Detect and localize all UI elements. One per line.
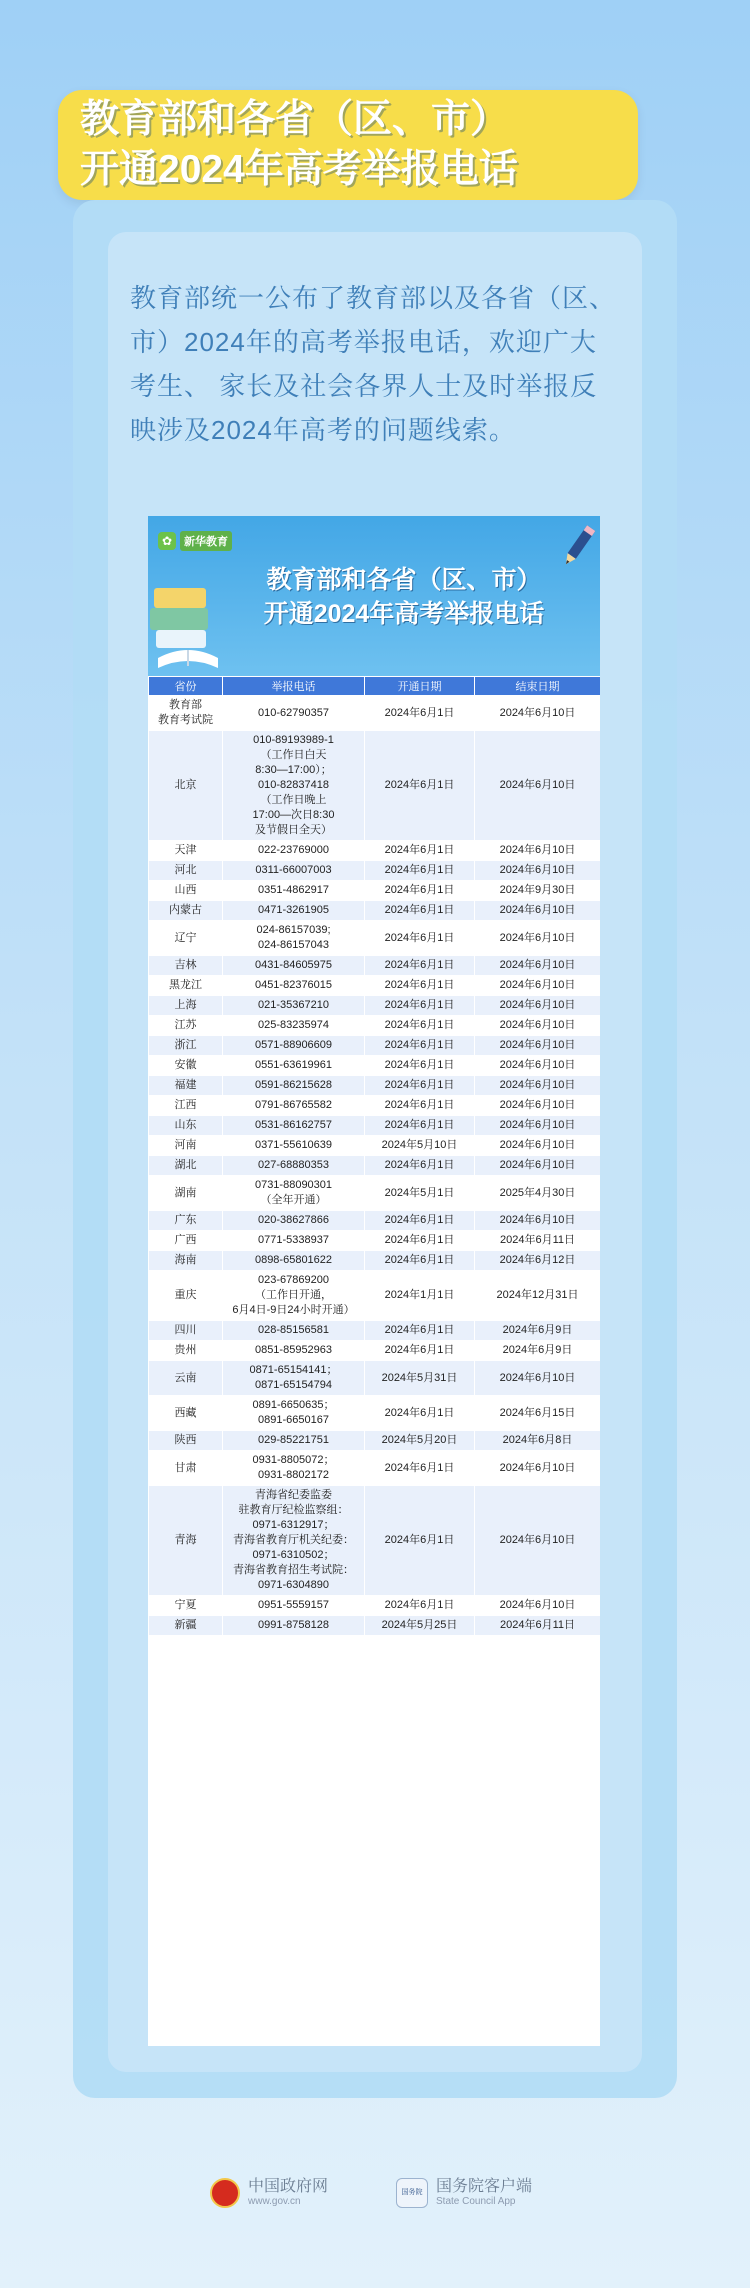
cell-phone: 010-62790357 [223, 696, 365, 731]
table-row [149, 976, 601, 996]
cell-province: 教育部 教育考试院 [149, 696, 223, 731]
hotline-table [148, 676, 600, 1636]
cell-phone: 0551-63619961 [223, 1056, 365, 1076]
cell-end-date: 2024年6月10日 [475, 1361, 601, 1396]
cell-end-date: 2024年6月12日 [475, 1251, 601, 1271]
cell-end-date: 2024年6月10日 [475, 1056, 601, 1076]
gov-site-url: www.gov.cn [248, 2196, 301, 2207]
cell-end-date: 2024年6月10日 [475, 1076, 601, 1096]
table-row [149, 921, 601, 956]
cell-phone: 0898-65801622 [223, 1251, 365, 1271]
table-row [149, 1596, 601, 1616]
cell-start-date: 2024年6月1日 [365, 1596, 475, 1616]
cell-phone: 020-38627866 [223, 1211, 365, 1231]
hotline-table-card [148, 516, 600, 2046]
cell-phone: 0431-84605975 [223, 956, 365, 976]
table-row [149, 1036, 601, 1056]
card-title-line-2: 开通2024年高考举报电话 [263, 600, 545, 628]
table-body [149, 696, 601, 1636]
table-row [149, 1211, 601, 1231]
cell-province: 河南 [149, 1136, 223, 1156]
table-row [149, 1341, 601, 1361]
cell-end-date: 2024年6月15日 [475, 1396, 601, 1431]
footer [0, 2178, 750, 2218]
cell-province: 云南 [149, 1361, 223, 1396]
cell-start-date: 2024年6月1日 [365, 1451, 475, 1486]
header-start-date: 开通日期 [365, 677, 475, 696]
cell-start-date: 2024年6月1日 [365, 1486, 475, 1596]
cell-start-date: 2024年6月1日 [365, 1116, 475, 1136]
cell-end-date: 2024年6月10日 [475, 696, 601, 731]
table-row [149, 1136, 601, 1156]
cell-start-date: 2024年6月1日 [365, 696, 475, 731]
cell-phone: 0791-86765582 [223, 1096, 365, 1116]
cell-province: 江苏 [149, 1016, 223, 1036]
table-card-header [148, 516, 600, 676]
cell-phone: 0471-3261905 [223, 901, 365, 921]
app-name: 国务院客户端 [436, 2178, 533, 2195]
header-end-date: 结束日期 [475, 677, 601, 696]
cell-phone: 0891-6650635； 0891-6650167 [223, 1396, 365, 1431]
cell-phone: 0311-66007003 [223, 861, 365, 881]
cell-end-date: 2024年6月8日 [475, 1431, 601, 1451]
cell-province: 甘肃 [149, 1451, 223, 1486]
cell-start-date: 2024年6月1日 [365, 841, 475, 861]
cell-start-date: 2024年6月1日 [365, 976, 475, 996]
books-icon [148, 580, 228, 672]
table-row [149, 1156, 601, 1176]
cell-province: 重庆 [149, 1271, 223, 1321]
app-subtitle: State Council App [436, 2196, 516, 2207]
cell-province: 湖北 [149, 1156, 223, 1176]
cell-phone: 025-83235974 [223, 1016, 365, 1036]
cell-phone: 0871-65154141； 0871-65154794 [223, 1361, 365, 1396]
cell-province: 上海 [149, 996, 223, 1016]
cell-start-date: 2024年6月1日 [365, 1341, 475, 1361]
cell-end-date: 2024年6月10日 [475, 921, 601, 956]
cell-end-date: 2024年6月10日 [475, 1211, 601, 1231]
national-emblem-icon [210, 2178, 240, 2208]
cell-start-date: 2024年5月1日 [365, 1176, 475, 1211]
cell-end-date: 2024年6月10日 [475, 1036, 601, 1056]
card-title-line-1: 教育部和各省（区、市） [266, 566, 542, 594]
table-row [149, 1056, 601, 1076]
table-row [149, 1616, 601, 1636]
cell-province: 浙江 [149, 1036, 223, 1056]
cell-phone: 029-85221751 [223, 1431, 365, 1451]
header-phone: 举报电话 [223, 677, 365, 696]
table-row [149, 1396, 601, 1431]
cell-province: 福建 [149, 1076, 223, 1096]
cell-phone: 0371-55610639 [223, 1136, 365, 1156]
cell-phone: 0531-86162757 [223, 1116, 365, 1136]
cell-start-date: 2024年6月1日 [365, 1211, 475, 1231]
table-row [149, 1451, 601, 1486]
cell-province: 山西 [149, 881, 223, 901]
cell-phone: 0351-4862917 [223, 881, 365, 901]
cell-start-date: 2024年1月1日 [365, 1271, 475, 1321]
cell-phone: 0731-88090301 （全年开通） [223, 1176, 365, 1211]
cell-phone: 0591-86215628 [223, 1076, 365, 1096]
cell-start-date: 2024年6月1日 [365, 1251, 475, 1271]
app-brand [396, 2178, 532, 2208]
cell-province: 湖南 [149, 1176, 223, 1211]
cell-start-date: 2024年5月31日 [365, 1361, 475, 1396]
table-row [149, 696, 601, 731]
cell-start-date: 2024年6月1日 [365, 881, 475, 901]
cell-phone: 010-89193989-1 （工作日白天 8:30—17:00）； 010-82837418 （工作日晚上 17:00—次日8:30 及节假日全天） [223, 731, 365, 841]
banner-title-line-1: 教育部和各省（区、市） [80, 98, 510, 141]
table-row [149, 996, 601, 1016]
table-row [149, 1176, 601, 1211]
cell-province: 四川 [149, 1321, 223, 1341]
cell-province: 海南 [149, 1251, 223, 1271]
title-banner [58, 90, 638, 200]
cell-end-date: 2024年6月11日 [475, 1616, 601, 1636]
cell-phone: 青海省纪委监委 驻教育厅纪检监察组： 0971-6312917； 青海省教育厅机关纪委： 0971-6310502； 青海省教育招生考试院： 0971-6304890 [223, 1486, 365, 1596]
cell-end-date: 2024年6月10日 [475, 976, 601, 996]
table-row [149, 861, 601, 881]
cell-start-date: 2024年6月1日 [365, 1096, 475, 1116]
cell-start-date: 2024年6月1日 [365, 1056, 475, 1076]
cell-start-date: 2024年6月1日 [365, 1231, 475, 1251]
table-row [149, 1016, 601, 1036]
table-row [149, 731, 601, 841]
gov-site-name: 中国政府网 [248, 2178, 329, 2195]
cell-end-date: 2024年6月10日 [475, 1156, 601, 1176]
cell-province: 内蒙古 [149, 901, 223, 921]
cell-province: 天津 [149, 841, 223, 861]
cell-end-date: 2025年4月30日 [475, 1176, 601, 1211]
cell-start-date: 2024年6月1日 [365, 731, 475, 841]
cell-end-date: 2024年6月9日 [475, 1321, 601, 1341]
cell-start-date: 2024年6月1日 [365, 1036, 475, 1056]
header-province: 省份 [149, 677, 223, 696]
table-row [149, 901, 601, 921]
cell-end-date: 2024年6月10日 [475, 1116, 601, 1136]
cell-phone: 0771-5338937 [223, 1231, 365, 1251]
cell-phone: 024-86157039; 024-86157043 [223, 921, 365, 956]
table-row [149, 1231, 601, 1251]
cell-start-date: 2024年6月1日 [365, 956, 475, 976]
cell-phone: 023-67869200 （工作日开通， 6月4日-9日24小时开通） [223, 1271, 365, 1321]
cell-province: 山东 [149, 1116, 223, 1136]
cell-province: 辽宁 [149, 921, 223, 956]
logo-text: 新华教育 [180, 531, 232, 551]
cell-start-date: 2024年6月1日 [365, 1156, 475, 1176]
cell-province: 吉林 [149, 956, 223, 976]
cell-province: 广东 [149, 1211, 223, 1231]
cell-province: 新疆 [149, 1616, 223, 1636]
cell-start-date: 2024年6月1日 [365, 1396, 475, 1431]
table-row [149, 1251, 601, 1271]
table-row [149, 881, 601, 901]
cell-end-date: 2024年6月10日 [475, 1596, 601, 1616]
cell-start-date: 2024年6月1日 [365, 901, 475, 921]
gov-site-brand [210, 2178, 328, 2208]
banner-title-line-2: 开通2024年高考举报电话 [80, 148, 518, 191]
cell-phone: 022-23769000 [223, 841, 365, 861]
cell-phone: 0451-82376015 [223, 976, 365, 996]
cell-province: 江西 [149, 1096, 223, 1116]
cell-phone: 027-68880353 [223, 1156, 365, 1176]
table-row [149, 956, 601, 976]
cell-phone: 0951-5559157 [223, 1596, 365, 1616]
table-row [149, 1361, 601, 1396]
cell-end-date: 2024年6月10日 [475, 841, 601, 861]
cell-phone: 0991-8758128 [223, 1616, 365, 1636]
table-row [149, 1271, 601, 1321]
table-row [149, 1321, 601, 1341]
cell-start-date: 2024年5月20日 [365, 1431, 475, 1451]
table-row [149, 1076, 601, 1096]
cell-phone: 0851-85952963 [223, 1341, 365, 1361]
cell-end-date: 2024年6月10日 [475, 996, 601, 1016]
table-row [149, 1431, 601, 1451]
table-row [149, 841, 601, 861]
cell-province: 陕西 [149, 1431, 223, 1451]
cell-end-date: 2024年6月10日 [475, 1096, 601, 1116]
cell-province: 宁夏 [149, 1596, 223, 1616]
cell-end-date: 2024年6月9日 [475, 1341, 601, 1361]
cell-start-date: 2024年6月1日 [365, 1321, 475, 1341]
table-row [149, 1096, 601, 1116]
cell-start-date: 2024年6月1日 [365, 921, 475, 956]
cell-phone: 0931-8805072； 0931-8802172 [223, 1451, 365, 1486]
cell-province: 西藏 [149, 1396, 223, 1431]
cell-end-date: 2024年6月10日 [475, 901, 601, 921]
cell-end-date: 2024年6月10日 [475, 956, 601, 976]
cell-end-date: 2024年6月11日 [475, 1231, 601, 1251]
cell-phone: 028-85156581 [223, 1321, 365, 1341]
intro-paragraph: 教育部统一公布了教育部以及各省（区、市）2024年的高考举报电话，欢迎广大考生、 家长及社会各界人士及时举报反映涉及2024年高考的问题线索。 [130, 283, 617, 445]
card-logo [158, 530, 232, 552]
cell-end-date: 2024年6月10日 [475, 861, 601, 881]
cell-province: 北京 [149, 731, 223, 841]
cell-province: 黑龙江 [149, 976, 223, 996]
cell-start-date: 2024年6月1日 [365, 861, 475, 881]
cell-start-date: 2024年6月1日 [365, 996, 475, 1016]
cell-end-date: 2024年6月10日 [475, 731, 601, 841]
app-icon: 国务院 [396, 2178, 428, 2208]
cell-province: 广西 [149, 1231, 223, 1251]
cell-end-date: 2024年6月10日 [475, 1016, 601, 1036]
cell-start-date: 2024年6月1日 [365, 1076, 475, 1096]
cell-end-date: 2024年12月31日 [475, 1271, 601, 1321]
table-header-row [149, 677, 601, 696]
cell-province: 安徽 [149, 1056, 223, 1076]
cell-phone: 0571-88906609 [223, 1036, 365, 1056]
cell-province: 河北 [149, 861, 223, 881]
cell-province: 青海 [149, 1486, 223, 1596]
table-row [149, 1486, 601, 1596]
cell-phone: 021-35367210 [223, 996, 365, 1016]
cell-end-date: 2024年9月30日 [475, 881, 601, 901]
table-row [149, 1116, 601, 1136]
cell-end-date: 2024年6月10日 [475, 1486, 601, 1596]
leaf-icon: ✿ [158, 532, 176, 550]
cell-end-date: 2024年6月10日 [475, 1451, 601, 1486]
cell-province: 贵州 [149, 1341, 223, 1361]
cell-start-date: 2024年6月1日 [365, 1016, 475, 1036]
cell-start-date: 2024年5月25日 [365, 1616, 475, 1636]
cell-end-date: 2024年6月10日 [475, 1136, 601, 1156]
cell-start-date: 2024年5月10日 [365, 1136, 475, 1156]
